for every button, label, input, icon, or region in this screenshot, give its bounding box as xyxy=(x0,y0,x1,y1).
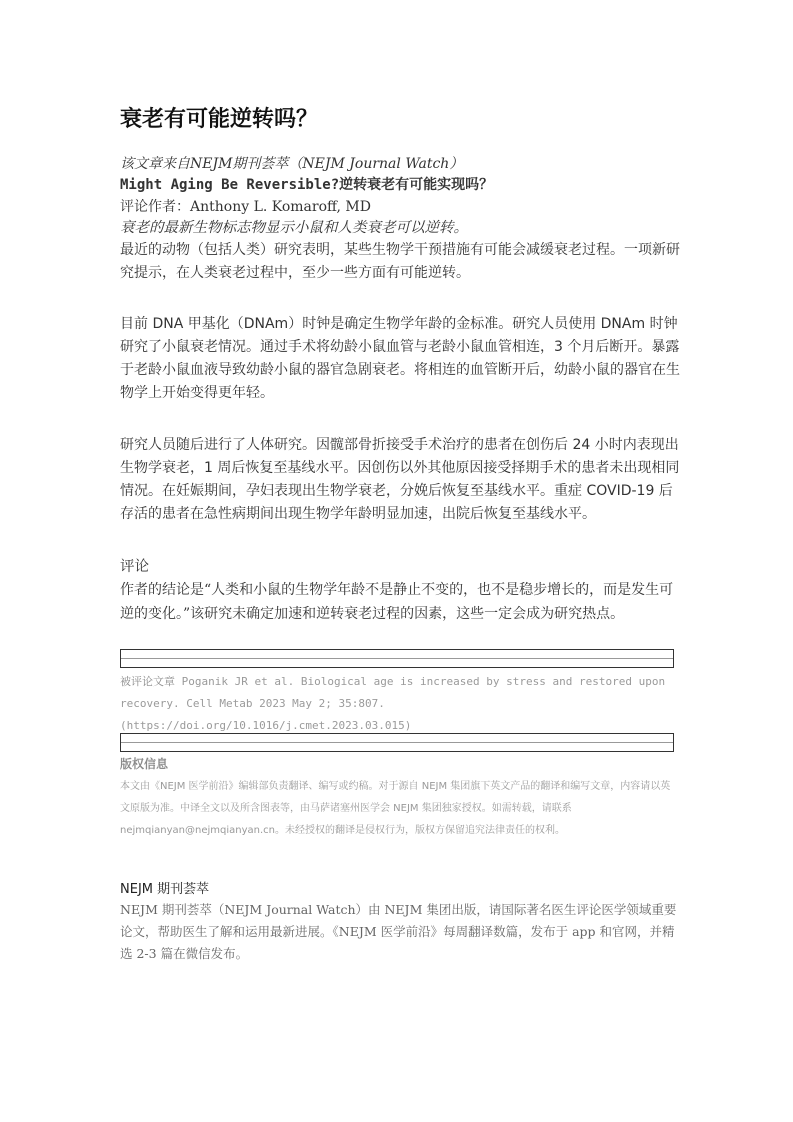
reference-block xyxy=(120,671,680,737)
summary-line: 衰老的最新生物标志物显示小鼠和人类衰老可以逆转。 xyxy=(120,220,468,236)
divider-box xyxy=(120,733,674,752)
comment-heading: 评论 xyxy=(120,559,149,575)
comment-text: 作者的结论是“人类和小鼠的生物学年龄不是静止不变的，也不是稳步增长的，而是发生可逆的变化。”该研究未确定加速和逆转衰老过程的因素，这些一定会成为研究热点。 xyxy=(120,582,674,622)
reference-label: 被评论文章 xyxy=(120,675,175,688)
body-paragraph-1: 最近的动物（包括人类）研究表明，某些生物学干预措施有可能会减缓衰老过程。一项新研究提示，在人类衰老过程中，至少一些方面有可能逆转。 xyxy=(120,242,680,281)
body-paragraph-2: 目前 DNA 甲基化（DNAm）时钟是确定生物学年龄的金标准。研究人员使用 DNAm 时钟研究了小鼠衰老情况。通过手术将幼龄小鼠血管与老龄小鼠血管相连，3 个月后断开。暴露于老龄小鼠血液导致幼龄小鼠的器官急剧衰老。将相连的血管断开后，幼龄小鼠的器官在生物学上开始变得更年轻。 xyxy=(120,316,680,401)
nejm-text: NEJM 期刊荟萃（NEJM Journal Watch）由 NEJM 集团出版，请国际著名医生评论医学领域重要论文，帮助医生了解和运用最新进展。《NEJM 医学前沿》每周翻译数篇，发布于 app 和官网，并精选 2-3 篇在微信发布。 xyxy=(120,902,677,961)
copyright-text: 本文由《NEJM 医学前沿》编辑部负责翻译、编写或约稿。对于源自 NEJM 集团旗下英文产品的翻译和编写文章，内容请以英文原版为准。中译全文以及所含图表等，由马萨诸塞州医学会 NEJM 集团独家授权。如需转载，请联系 nejmqianyan@nejmqianyan.cn。未经授权的翻译是侵权行为，版权方保留追究法律责任的权利。 xyxy=(120,781,671,836)
copyright-heading: 版权信息 xyxy=(120,757,169,771)
divider-box xyxy=(120,649,674,668)
reference-text: Poganik JR et al. Biological age is increased by stress and restored upon recovery. Cell Metab 2023 May 2; 35:807. (https://doi.org/10.1016/j.cmet.2023.03.015) xyxy=(120,675,666,732)
source-line: 该文章来自NEJM期刊荟萃（NEJM Journal Watch） xyxy=(120,156,464,172)
nejm-heading: NEJM 期刊荟萃 xyxy=(120,882,210,897)
original-title: Might Aging Be Reversible?逆转衰老有可能实现吗？ xyxy=(120,177,494,193)
article-title: 衰老有可能逆转吗？ xyxy=(120,107,319,132)
body-paragraph-3: 研究人员随后进行了人体研究。因髋部骨折接受手术治疗的患者在创伤后 24 小时内表现出生物学衰老，1 周后恢复至基线水平。因创伤以外其他原因接受择期手术的患者未出现相同情况。在妊娠期间，孕妇表现出生物学衰老，分娩后恢复至基线水平。重症 COVID-19 后存活的患者在急性病期间出现生物学年龄明显加速，出院后恢复至基线水平。 xyxy=(120,437,680,522)
author-line: 评论作者：Anthony L. Komaroff, MD xyxy=(120,199,371,215)
